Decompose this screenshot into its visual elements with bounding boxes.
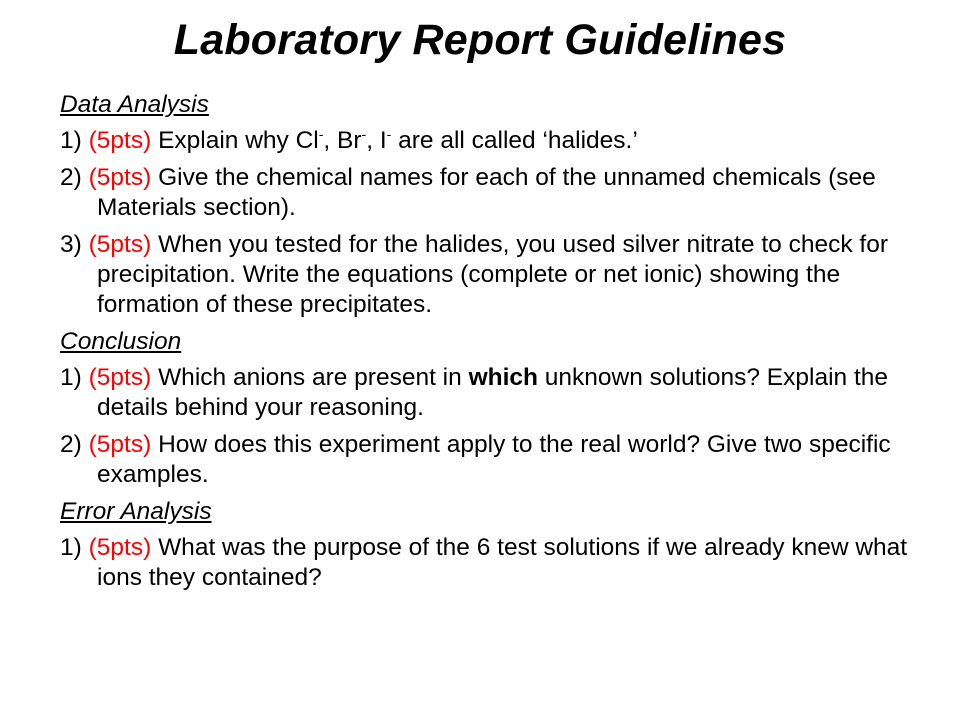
points-label: (5pts) bbox=[88, 534, 152, 561]
list-item bbox=[60, 126, 920, 156]
item-text: How does this experiment apply to the real world? Give two specific examples. bbox=[97, 431, 891, 488]
superscript-charge: - bbox=[386, 126, 392, 142]
section-heading-data-analysis: Data Analysis bbox=[60, 91, 209, 118]
section-heading-conclusion: Conclusion bbox=[60, 328, 182, 355]
item-number: 2) bbox=[60, 431, 82, 458]
page-title: Laboratory Report Guidelines bbox=[173, 16, 787, 64]
points-label: (5pts) bbox=[88, 231, 152, 258]
item-text: What was the purpose of the 6 test solutions if we already knew what ions they contained? bbox=[97, 534, 908, 591]
item-text: Which anions are present in bbox=[158, 364, 469, 391]
points-label: (5pts) bbox=[88, 431, 152, 458]
item-text: , I bbox=[366, 127, 387, 154]
item-text: are all called ‘halides.’ bbox=[391, 127, 638, 154]
points-label: (5pts) bbox=[88, 364, 152, 391]
item-text: When you tested for the halides, you used silver nitrate to check for precipitation. Write the equations (complete or net ionic) showing the formation of these precipitates. bbox=[97, 231, 889, 318]
list-item bbox=[60, 430, 920, 490]
item-number: 2) bbox=[60, 164, 82, 191]
emphasis-text: which bbox=[468, 364, 538, 391]
superscript-charge: - bbox=[361, 126, 367, 142]
item-text: , Br bbox=[323, 127, 362, 154]
item-number: 1) bbox=[60, 127, 82, 154]
item-text: unknown solutions? Explain the details behind your reasoning. bbox=[97, 364, 889, 421]
item-number: 1) bbox=[60, 534, 82, 561]
list-item bbox=[60, 230, 920, 320]
guidelines-body bbox=[60, 90, 920, 600]
item-text: Give the chemical names for each of the unnamed chemicals (see Materials section). bbox=[97, 164, 876, 221]
item-text: Explain why Cl bbox=[158, 127, 319, 154]
points-label: (5pts) bbox=[88, 164, 152, 191]
list-item bbox=[60, 163, 920, 223]
list-item bbox=[60, 533, 920, 593]
superscript-charge: - bbox=[318, 126, 324, 142]
list-item bbox=[60, 363, 920, 423]
points-label: (5pts) bbox=[88, 127, 152, 154]
item-number: 3) bbox=[60, 231, 82, 258]
section-heading-error-analysis: Error Analysis bbox=[60, 498, 212, 525]
item-number: 1) bbox=[60, 364, 82, 391]
